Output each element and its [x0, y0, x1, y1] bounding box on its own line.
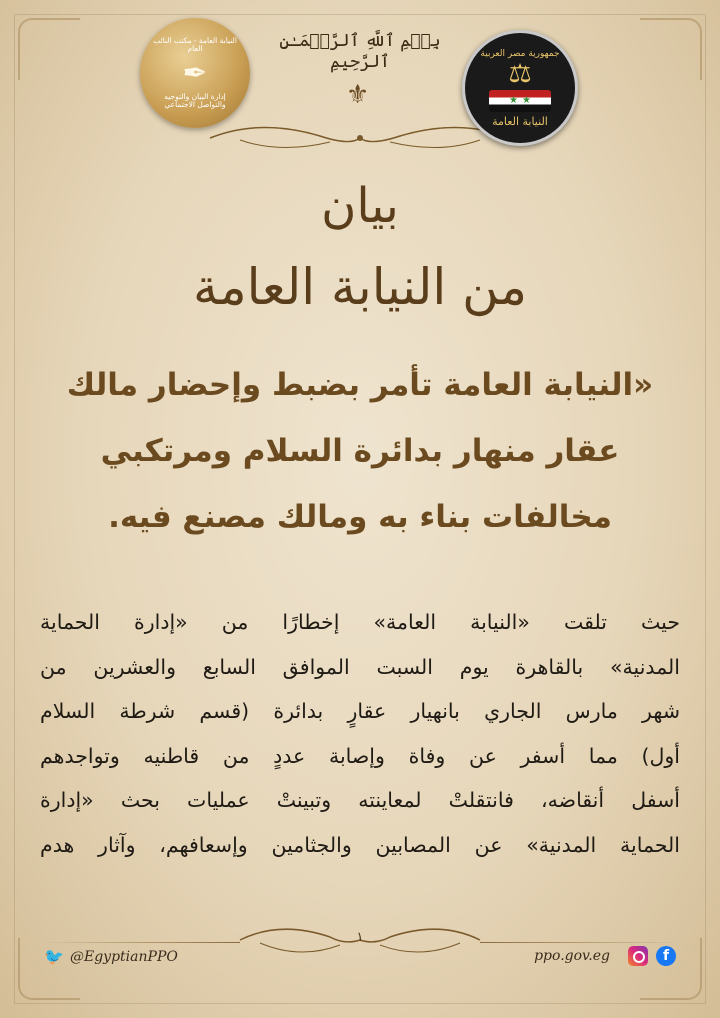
headline-line: «النيابة العامة تأمر بضبط وإحضار مالك: [66, 367, 654, 403]
seal-ring-text-bottom: إدارة البيان والتوجيه والتواصل الاجتماعي: [164, 91, 226, 109]
media-office-seal: [140, 18, 250, 128]
scales-of-justice-icon: ⚖: [508, 58, 532, 89]
body-line: الحماية المدنية» عن المصابين والجثامين وإسعافهم، وآثار هدم: [40, 832, 680, 857]
website-link[interactable]: ppo.gov.eg: [534, 948, 610, 964]
top-divider-ornament: [200, 118, 520, 158]
emblem-ring-text-top: جمهورية مصر العربية: [480, 48, 560, 59]
calligraphy-logo-icon: ✒: [182, 55, 208, 91]
headline-line: عقار منهار بدائرة السلام ومرتكبي: [100, 433, 620, 469]
social-links: [534, 946, 676, 966]
basmala: بِسۡمِ ٱللَّهِ ٱلرَّحۡمَـٰنِ ٱلرَّحِيمِ: [279, 31, 441, 72]
body-line: حيث تلقت «النيابة العامة» إخطارًا من «إدارة الحماية: [40, 610, 680, 634]
fleur-de-lis-icon: ⚜: [346, 80, 370, 110]
body-line: شهر مارس الجاري بانهيار عقارٍ بدائرة (قسم شرطة السلام: [40, 699, 680, 723]
twitter-icon[interactable]: 🐦: [44, 947, 64, 966]
body-line: أسفل أنقاضه، فانتقلتْ لمعاينته وتبينتْ عمليات بحث «إدارة: [40, 788, 680, 812]
statement-body: [40, 600, 680, 867]
emblem-ring-text-bottom: النيابة العامة: [492, 114, 548, 128]
statement-subtitle: من النيابة العامة: [193, 258, 527, 316]
statement-title: بيان: [321, 178, 399, 234]
headline-line: مخالفات بناء به ومالك مصنع فيه.: [108, 499, 612, 535]
facebook-icon[interactable]: f: [656, 946, 676, 966]
egypt-flag-icon: ★ ★: [489, 90, 551, 112]
instagram-icon[interactable]: [628, 946, 648, 966]
page-number: ١: [356, 930, 364, 945]
body-line: أول) مما أسفر عن وفاة وإصابة عددٍ من قاطنيه وتواجدهم: [40, 743, 680, 768]
corner-ornament: [640, 18, 702, 80]
twitter-link[interactable]: [44, 948, 178, 966]
body-line: المدنية» بالقاهرة يوم السبت الموافق السابع والعشرين من: [40, 654, 680, 679]
twitter-handle[interactable]: @EgyptianPPO: [70, 949, 178, 965]
seal-ring-text-top: النيابة العامة - مكتب النائب العام: [153, 36, 237, 54]
corner-ornament: [18, 18, 80, 80]
headline: [60, 352, 660, 550]
public-prosecution-emblem: [462, 30, 578, 146]
